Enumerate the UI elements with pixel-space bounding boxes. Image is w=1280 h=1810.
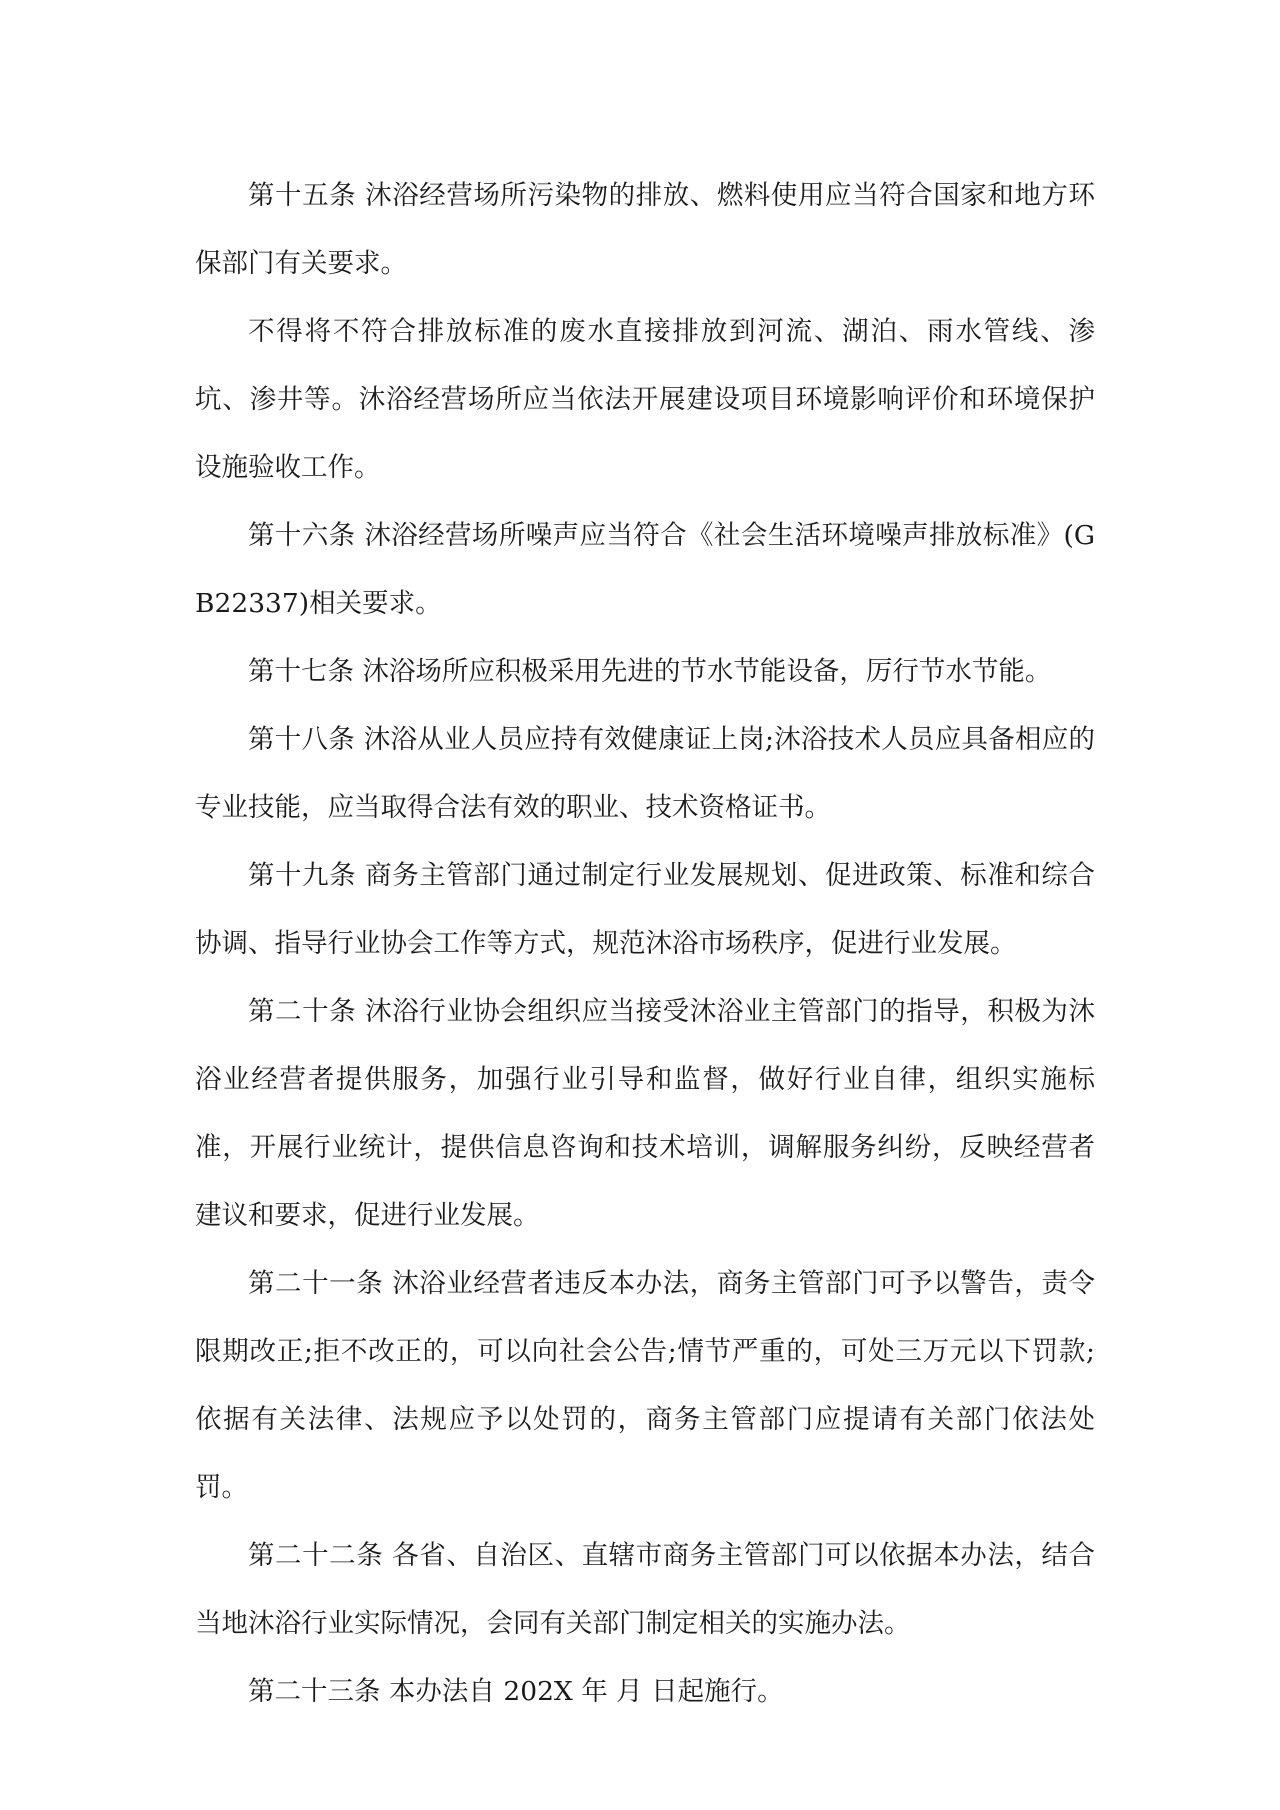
article-22-paragraph: 第二十二条 各省、自治区、直辖市商务主管部门可以依据本办法，结合当地沐浴行业实际情况，会同有关部门制定相关的实施办法。 bbox=[195, 1540, 1095, 1639]
article-19-paragraph: 第十九条 商务主管部门通过制定行业发展规划、促进政策、标准和综合协调、指导行业协会工作等方式，规范沐浴市场秩序，促进行业发展。 bbox=[195, 860, 1095, 959]
article-21-paragraph: 第二十一条 沐浴业经营者违反本办法，商务主管部门可予以警告，责令限期改正;拒不改正的，可以向社会公告;情节严重的，可处三万元以下罚款;依据有关法律、法规应予以处罚的，商务主管部门应提请有关部门依法处罚。 bbox=[195, 1268, 1095, 1503]
article-15-paragraph: 第十五条 沐浴经营场所污染物的排放、燃料使用应当符合国家和地方环保部门有关要求。 bbox=[195, 180, 1095, 279]
article-23-paragraph: 第二十三条 本办法自 202X 年 月 日起施行。 bbox=[248, 1676, 784, 1707]
article-20-paragraph: 第二十条 沐浴行业协会组织应当接受沐浴业主管部门的指导，积极为沐浴业经营者提供服务，加强行业引导和监督，做好行业自律，组织实施标准，开展行业统计，提供信息咨询和技术培训，调解服务纠纷，反映经营者建议和要求，促进行业发展。 bbox=[195, 996, 1095, 1231]
article-16-paragraph: 第十六条 沐浴经营场所噪声应当符合《社会生活环境噪声排放标准》(GB22337)相关要求。 bbox=[195, 520, 1095, 619]
article-15-wastewater-paragraph: 不得将不符合排放标准的废水直接排放到河流、湖泊、雨水管线、渗坑、渗井等。沐浴经营场所应当依法开展建设项目环境影响评价和环境保护设施验收工作。 bbox=[195, 316, 1095, 483]
article-17-paragraph: 第十七条 沐浴场所应积极采用先进的节水节能设备，厉行节水节能。 bbox=[248, 656, 1052, 687]
article-18-paragraph: 第十八条 沐浴从业人员应持有效健康证上岗;沐浴技术人员应具备相应的专业技能，应当取得合法有效的职业、技术资格证书。 bbox=[195, 724, 1095, 823]
document-body bbox=[195, 162, 1095, 1726]
